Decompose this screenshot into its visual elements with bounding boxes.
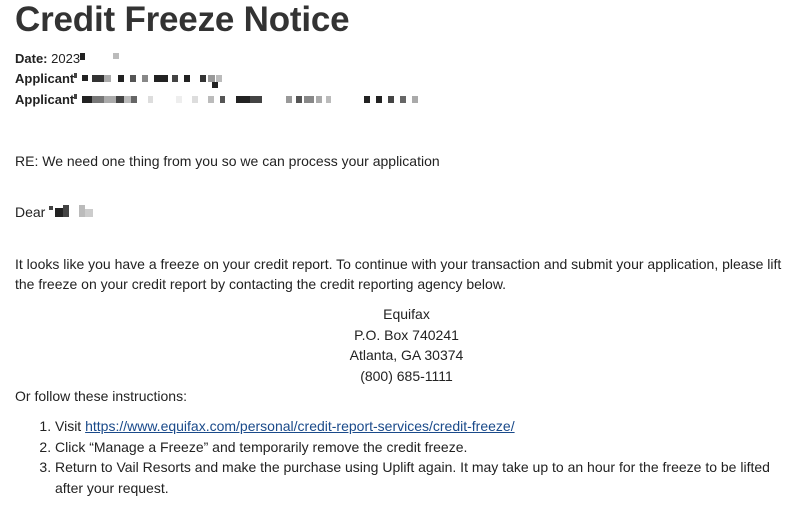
body-paragraph: It looks like you have a freeze on your credit report. To continue with your transaction and submit your application, please lift the freeze on your credit report by contacting the credit reporting agency below. [15, 256, 782, 292]
redacted-date [80, 53, 120, 65]
instruction-step-2: 2. Click “Manage a Freeze” and temporarily remove the credit freeze. [55, 437, 795, 458]
step-1-prefix: Visit [55, 418, 86, 434]
applicant-label-1: Applicant [15, 71, 75, 86]
equifax-freeze-link[interactable]: https://www.equifax.com/personal/credit-report-services/credit-freeze/ [85, 418, 515, 434]
date-label: Date: [15, 51, 48, 66]
salutation: Dear [15, 204, 46, 220]
agency-name: Equifax [383, 306, 430, 322]
redacted-applicant-1 [74, 73, 239, 85]
instruction-step-1 [55, 416, 795, 437]
applicant-line-1 [15, 71, 239, 87]
agency-phone: (800) 685-1111 [360, 367, 453, 384]
redacted-applicant-2 [74, 94, 424, 106]
date-value: 2023 [51, 51, 81, 66]
redacted-name [49, 207, 109, 219]
date-line [15, 51, 120, 67]
instruction-step-3: 3. Return to Vail Resorts and make the purchase using Uplift again. It may take up to an hour for the freeze to be lifted after your request. [55, 457, 795, 498]
applicant-line-2 [15, 92, 424, 108]
page-title: Credit Freeze Notice [15, 0, 350, 39]
salutation-line [15, 202, 109, 222]
agency-address [15, 304, 798, 386]
instructions-list [15, 416, 795, 498]
agency-city-state-zip: Atlanta, GA 30374 [349, 347, 464, 363]
agency-po-box: P.O. Box 740241 [354, 326, 459, 343]
applicant-label-2: Applicant [15, 92, 75, 107]
instructions-intro: Or follow these instructions: [15, 388, 187, 404]
re-line: RE: We need one thing from you so we can process your application [15, 153, 440, 169]
